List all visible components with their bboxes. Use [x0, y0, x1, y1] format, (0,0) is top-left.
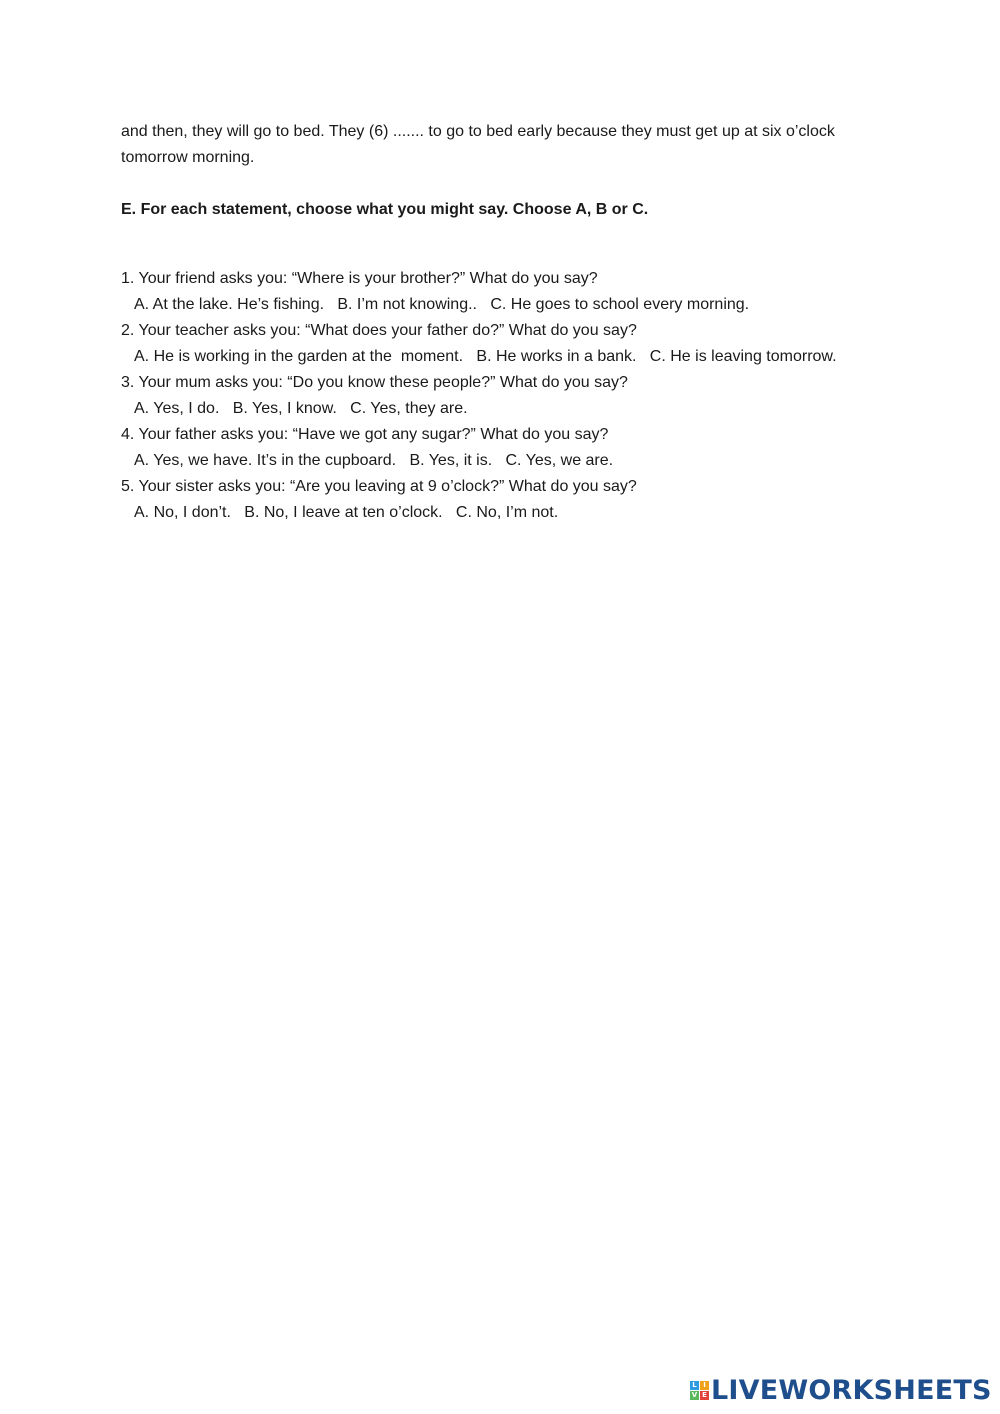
intro-line-2: tomorrow morning. — [121, 149, 255, 166]
question-item — [121, 370, 921, 422]
logo-wordmark: LIVEWORKSHEETS — [711, 1374, 992, 1406]
intro-paragraph — [121, 119, 891, 171]
question-prompt: 2. Your teacher asks you: “What does your father do?” What do you say? — [121, 322, 637, 339]
question-options: A. At the lake. He’s fishing. B. I’m not knowing.. C. He goes to school every morning. — [134, 296, 750, 313]
logo-letter-l: L — [690, 1381, 699, 1390]
question-prompt: 5. Your sister asks you: “Are you leaving at 9 o’clock?” What do you say? — [121, 478, 637, 495]
question-item — [121, 318, 921, 370]
logo-letter-v: V — [691, 1390, 698, 1399]
section-heading: E. For each statement, choose what you might say. Choose A, B or C. — [121, 201, 649, 218]
question-item — [121, 266, 921, 318]
logo-mark-icon — [690, 1381, 709, 1400]
question-options: A. No, I don’t. B. No, I leave at ten o’clock. C. No, I’m not. — [134, 504, 559, 521]
question-list — [121, 266, 921, 526]
question-item — [121, 474, 921, 526]
question-options: A. Yes, we have. It’s in the cupboard. B. Yes, it is. C. Yes, we are. — [134, 452, 614, 469]
question-options: A. Yes, I do. B. Yes, I know. C. Yes, they are. — [134, 400, 468, 417]
question-item — [121, 422, 921, 474]
logo-letter-i: I — [700, 1381, 709, 1390]
question-prompt: 1. Your friend asks you: “Where is your brother?” What do you say? — [121, 270, 598, 287]
question-options: A. He is working in the garden at the moment. B. He works in a bank. C. He is leaving tomorrow. — [134, 348, 837, 365]
liveworksheets-logo[interactable] — [690, 1372, 992, 1408]
logo-letter-e: E — [700, 1391, 709, 1400]
question-prompt: 3. Your mum asks you: “Do you know these people?” What do you say? — [121, 374, 628, 391]
question-prompt: 4. Your father asks you: “Have we got any sugar?” What do you say? — [121, 426, 609, 443]
intro-line-1: and then, they will go to bed. They (6) ....... to go to bed early because they must get up at six o’clock — [121, 123, 835, 140]
